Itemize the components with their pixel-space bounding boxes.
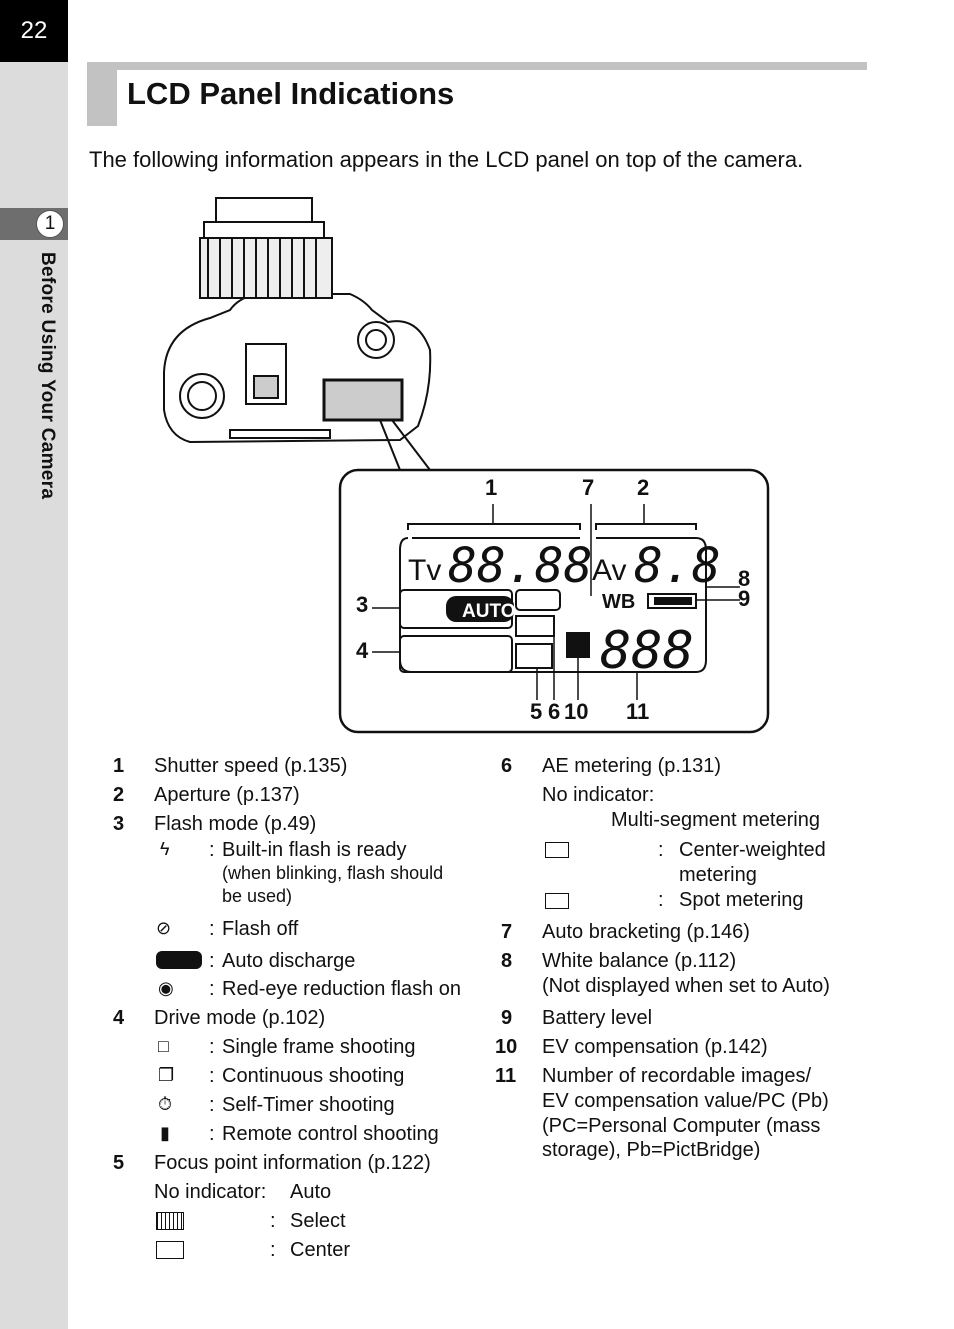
auto-discharge-text: Auto discharge: [222, 950, 356, 972]
sep: :: [209, 918, 215, 940]
callout-4: 4: [356, 638, 369, 663]
flash-ready-icon: ϟ: [160, 839, 170, 859]
lcd-aperture-digits: 8.8: [634, 538, 721, 594]
single-frame-icon: □: [158, 1036, 169, 1056]
callout-2: 2: [637, 475, 650, 500]
legend-text-9: Battery level: [542, 1007, 653, 1029]
flash-off-text: Flash off: [222, 918, 299, 940]
legend-num-11: 11: [495, 1065, 517, 1087]
callout-6: 6: [548, 699, 561, 724]
callout-10: 10: [564, 699, 589, 724]
legend-text-2: Aperture (p.137): [154, 784, 300, 806]
center-weighted-text-1: Center-weighted: [679, 839, 826, 861]
legend-text-3: Flash mode (p.49): [154, 813, 317, 835]
lcd-wb: WB: [602, 591, 636, 613]
callout-11: 11: [626, 699, 650, 724]
legend-num-9: 9: [501, 1007, 513, 1029]
title-block: [87, 62, 117, 126]
lcd-counter-digits: 888: [600, 621, 694, 681]
lcd-callout-connector: [380, 420, 430, 470]
legend-text-6: AE metering (p.131): [542, 755, 721, 777]
lcd-av: Av: [592, 554, 627, 587]
lcd-shutter-digits: 88.88: [448, 538, 593, 594]
legend-num-4: 4: [113, 1007, 125, 1029]
continuous-icon: ❐: [158, 1065, 175, 1085]
spot-text: Spot metering: [679, 889, 804, 911]
legend-num-6: 6: [501, 755, 513, 777]
legend-text-11-line-1: Number of recordable images/: [542, 1065, 812, 1087]
legend-num-10: 10: [495, 1036, 518, 1058]
sep: :: [209, 839, 215, 861]
af-center-icon: [156, 1241, 184, 1259]
callout-9: 9: [738, 586, 751, 611]
lcd-tv: Tv: [408, 554, 442, 587]
ae-no-indicator: No indicator:: [542, 784, 655, 806]
flash-ready-text: Built-in flash is ready: [222, 839, 407, 861]
callout-8: 8: [738, 566, 751, 591]
legend-text-7: Auto bracketing (p.146): [542, 921, 750, 943]
legend-num-8: 8: [501, 950, 513, 972]
flash-ready-note-1: (when blinking, flash should: [222, 863, 444, 883]
sep: :: [270, 1239, 276, 1261]
self-timer-icon: ⏱: [158, 1094, 173, 1114]
af-select-icon: [156, 1212, 184, 1230]
remote-text: Remote control shooting: [222, 1123, 439, 1145]
page-title: LCD Panel Indications: [127, 76, 455, 111]
page-number: 22: [0, 0, 68, 62]
legend-text-4: Drive mode (p.102): [154, 1007, 326, 1029]
flash-ready-note-2: be used): [222, 886, 293, 906]
legend-note-8: (Not displayed when set to Auto): [542, 975, 830, 997]
legend-text-5: Focus point information (p.122): [154, 1152, 431, 1174]
continuous-text: Continuous shooting: [222, 1065, 405, 1087]
af-no-indicator-value: Auto: [290, 1181, 332, 1203]
legend-item-1: 1: [113, 755, 125, 777]
sep: :: [209, 1094, 215, 1116]
sep: :: [658, 839, 664, 861]
camera-lcd-figure: [150, 190, 790, 740]
sep: :: [270, 1210, 276, 1232]
title-rule: [87, 62, 867, 70]
lcd-ev-icon: [566, 632, 590, 658]
legend-num-5: 5: [113, 1152, 125, 1174]
legend-text-11-line-3: (PC=Personal Computer (mass: [542, 1115, 821, 1137]
flash-off-icon: ⊘: [156, 918, 172, 938]
chapter-number: 1: [36, 210, 64, 238]
flash-auto-icon: [156, 951, 202, 969]
sep: :: [209, 978, 215, 1000]
legend-num-2: 2: [113, 784, 125, 806]
callout-1: 1: [485, 475, 498, 500]
legend-num-7: 7: [501, 921, 513, 943]
sep: :: [209, 950, 215, 972]
sep: :: [209, 1123, 215, 1145]
camera-illustration: [164, 198, 430, 442]
legend-num-3: 3: [113, 813, 125, 835]
single-frame-text: Single frame shooting: [222, 1036, 416, 1058]
sep: :: [209, 1065, 215, 1087]
callout-3: 3: [356, 592, 369, 617]
af-select-text: Select: [290, 1210, 346, 1232]
red-eye-icon: ◉: [158, 978, 174, 998]
center-weighted-text-2: metering: [679, 864, 757, 886]
side-band: [0, 0, 68, 1329]
lcd-auto: AUTO: [462, 601, 516, 622]
red-eye-text: Red-eye reduction flash on: [222, 978, 462, 1000]
multi-segment-text: Multi-segment metering: [611, 809, 820, 831]
legend-text-8: White balance (p.112): [542, 950, 737, 972]
callout-5: 5: [530, 699, 543, 724]
legend-text-11-line-4: storage), Pb=PictBridge): [542, 1139, 761, 1161]
intro-text: The following information appears in the LCD panel on top of the camera.: [89, 147, 804, 172]
af-no-indicator-label: No indicator:: [154, 1181, 267, 1203]
spot-icon: [545, 893, 569, 909]
chapter-title: Before Using Your Camera: [37, 252, 58, 500]
legend-text-10: EV compensation (p.142): [542, 1036, 768, 1058]
center-weighted-icon: [545, 842, 569, 858]
legend-text-1: Shutter speed (p.135): [154, 755, 348, 777]
legend-text-11-line-2: EV compensation value/PC (Pb): [542, 1090, 829, 1112]
callout-7: 7: [582, 475, 595, 500]
sep: :: [209, 1036, 215, 1058]
sep: :: [658, 889, 664, 911]
remote-icon: ▮: [160, 1123, 170, 1143]
self-timer-text: Self-Timer shooting: [222, 1094, 395, 1116]
af-center-text: Center: [290, 1239, 351, 1261]
